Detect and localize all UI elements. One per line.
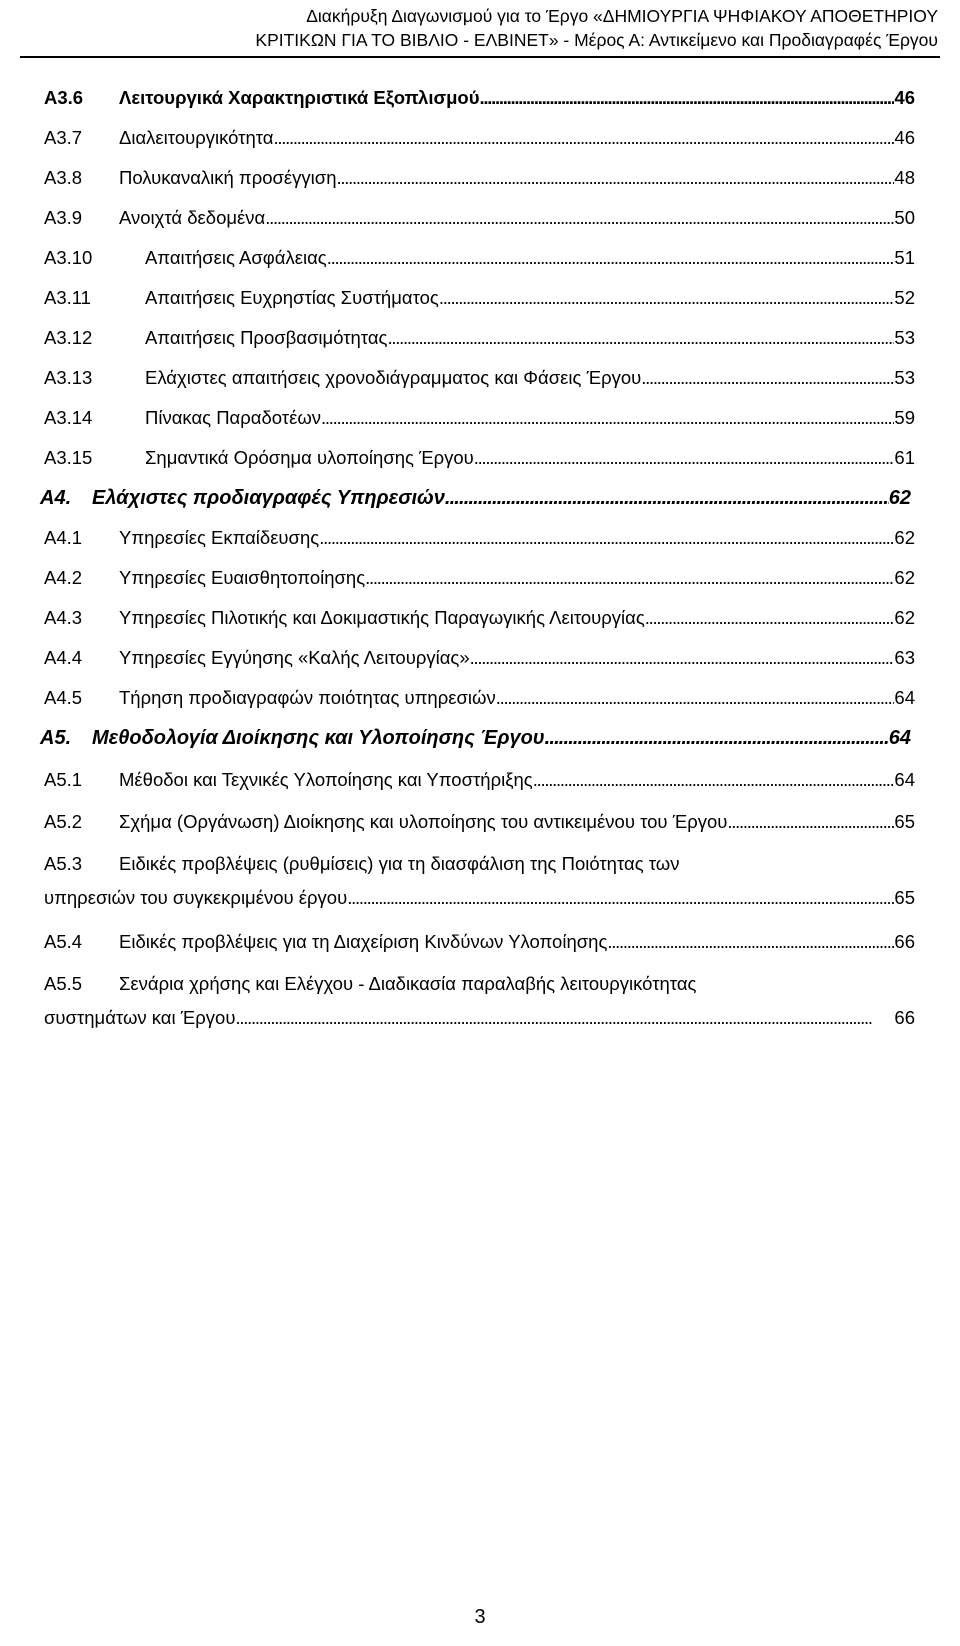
toc-page: 51 <box>894 247 915 268</box>
toc-title: Πολυκαναλική προσέγγιση <box>119 167 337 188</box>
toc-title: Μεθοδολογία Διοίκησης και Υλοποίησης Έργου <box>92 727 545 749</box>
toc-leader <box>727 805 894 839</box>
header-rule <box>20 56 940 58</box>
header-line-2: ΚΡΙΤΙΚΩΝ ΓΙΑ ΤΟ ΒΙΒΛΙΟ - ΕΛΒΙΝΕΤ» - Μέρος Α: Αντικείμενο και Προδιαγραφές Έργου <box>255 30 938 50</box>
toc-title: Υπηρεσίες Εκπαίδευσης <box>119 527 320 548</box>
toc-number: A5.3 <box>44 853 83 874</box>
toc-leader <box>439 281 895 315</box>
toc-entry[interactable] <box>44 441 915 475</box>
toc-page: 65 <box>894 887 915 908</box>
toc-title: Τήρηση προδιαγραφών ποιότητας υπηρεσιών <box>119 687 496 708</box>
toc-entry[interactable] <box>44 681 915 715</box>
toc-title-line-1: Σενάρια χρήσης και Ελέγχου - Διαδικασία παραλαβής λειτουργικότητας <box>119 973 697 994</box>
toc-entry[interactable] <box>44 847 915 915</box>
toc-entry[interactable] <box>44 601 915 635</box>
toc-leader <box>274 121 895 155</box>
toc-page: 53 <box>894 327 915 348</box>
toc-number: A3.9 <box>44 207 83 228</box>
toc-title: Υπηρεσίες Εγγύησης «Καλής Λειτουργίας» <box>119 647 470 668</box>
toc-page: 52 <box>894 287 915 308</box>
toc-entry[interactable] <box>44 763 915 797</box>
toc-number: A5.4 <box>44 931 83 952</box>
toc-title: Ελάχιστες προδιαγραφές Υπηρεσιών <box>92 487 445 509</box>
toc-entry[interactable] <box>44 321 915 355</box>
toc-title: Ειδικές προβλέψεις για τη Διαχείριση Κινδύνων Υλοποίησης <box>119 931 608 952</box>
toc-number: A4.1 <box>44 527 83 548</box>
toc-page: 62 <box>888 487 911 509</box>
toc-title: Ελάχιστες απαιτήσεις χρονοδιάγραμματος και Φάσεις Έργου <box>145 367 642 388</box>
toc-number: A3.12 <box>44 327 93 348</box>
toc-leader <box>321 401 894 435</box>
document-header <box>255 4 938 52</box>
toc-leader <box>445 481 889 515</box>
toc-title: Σημαντικά Ορόσημα υλοποίησης Έργου <box>145 447 474 468</box>
toc-title: Διαλειτουργικότητα <box>119 127 274 148</box>
toc-leader <box>470 641 895 675</box>
toc-page: 66 <box>894 1007 915 1028</box>
toc-leader <box>496 681 895 715</box>
toc-page: 53 <box>894 367 915 388</box>
toc-number: A3.10 <box>44 247 93 268</box>
toc-title-line-1: Ειδικές προβλέψεις (ρυθμίσεις) για τη διασφάλιση της Ποιότητας των <box>119 853 680 874</box>
toc-leader <box>641 361 894 395</box>
toc-page: 62 <box>894 607 915 628</box>
toc-title-line-2: συστημάτων και Έργου <box>44 1007 236 1028</box>
toc-number: A3.14 <box>44 407 93 428</box>
toc-page: 48 <box>894 167 915 188</box>
toc-entry[interactable] <box>44 281 915 315</box>
toc-title: Απαιτήσεις Ασφάλειας <box>145 247 327 268</box>
toc-entry[interactable] <box>44 241 915 275</box>
toc-page: 65 <box>894 811 915 832</box>
toc-entry[interactable] <box>44 361 915 395</box>
toc-page: 64 <box>894 687 915 708</box>
toc-number: A5.1 <box>44 769 83 790</box>
toc-page: 66 <box>894 931 915 952</box>
toc-page: 62 <box>894 527 915 548</box>
page-number: 3 <box>474 1606 486 1628</box>
toc-page: 61 <box>894 447 915 468</box>
toc-leader <box>347 881 894 915</box>
toc-leader <box>387 321 894 355</box>
toc-leader <box>607 925 894 959</box>
toc-entry[interactable] <box>44 521 915 555</box>
toc-page: 46 <box>894 87 915 108</box>
toc-number: A4.2 <box>44 567 83 588</box>
toc-title-line-2: υπηρεσιών του συγκεκριμένου έργου <box>44 887 348 908</box>
toc-entry[interactable] <box>44 641 915 675</box>
toc-entry[interactable] <box>44 201 915 235</box>
toc-entry[interactable] <box>44 161 915 195</box>
toc-entry[interactable] <box>44 967 915 1035</box>
toc-page: 46 <box>894 127 915 148</box>
header-line-1: Διακήρυξη Διαγωνισμού για το Έργο «ΔΗΜΙΟΥΡΓΙΑ ΨΗΦΙΑΚΟΥ ΑΠΟΘΕΤΗΡΙΟΥ <box>306 6 938 26</box>
toc-leader <box>235 1001 894 1035</box>
toc-entry[interactable] <box>44 805 915 839</box>
toc-number: A5. <box>40 727 72 749</box>
toc-leader <box>327 241 895 275</box>
toc-title: Ανοιχτά δεδομένα <box>119 207 266 228</box>
toc-leader <box>365 561 894 595</box>
toc-number: A5.2 <box>44 811 83 832</box>
toc-section-heading[interactable] <box>40 721 911 755</box>
toc-page: 62 <box>894 567 915 588</box>
toc-page: 50 <box>894 207 915 228</box>
toc-leader <box>265 201 894 235</box>
toc-leader <box>474 441 895 475</box>
toc-page: 64 <box>888 727 911 749</box>
toc-entry[interactable] <box>44 561 915 595</box>
toc-entry[interactable] <box>44 81 915 115</box>
toc-number: A3.11 <box>44 287 91 308</box>
toc-entry[interactable] <box>44 925 915 959</box>
toc-leader <box>545 721 889 755</box>
toc-title: Λειτουργικά Χαρακτηριστικά Εξοπλισμού <box>119 87 480 108</box>
toc-number: A4. <box>40 487 72 509</box>
toc-title: Υπηρεσίες Πιλοτικής και Δοκιμαστικής Παραγωγικής Λειτουργίας <box>119 607 645 628</box>
toc-entry[interactable] <box>44 121 915 155</box>
toc-title: Απαιτήσεις Προσβασιμότητας <box>145 327 388 348</box>
toc-number: A3.15 <box>44 447 93 468</box>
toc-title: Πίνακας Παραδοτέων <box>145 407 322 428</box>
toc-number: A4.3 <box>44 607 83 628</box>
toc-number: A3.8 <box>44 167 83 188</box>
toc-leader <box>319 521 894 555</box>
toc-title: Απαιτήσεις Ευχρηστίας Συστήματος <box>145 287 439 308</box>
toc-number: A3.6 <box>44 87 84 108</box>
toc-section-heading[interactable] <box>40 481 911 515</box>
toc-entry[interactable] <box>44 401 915 435</box>
toc-leader <box>480 81 895 115</box>
toc-leader <box>645 601 895 635</box>
toc-leader <box>336 161 894 195</box>
toc-page: 59 <box>894 407 915 428</box>
toc-number: A3.7 <box>44 127 83 148</box>
toc-number: A4.5 <box>44 687 83 708</box>
toc-title: Σχήμα (Οργάνωση) Διοίκησης και υλοποίησης του αντικειμένου του Έργου <box>119 811 728 832</box>
toc-number: A4.4 <box>44 647 83 668</box>
toc-leader <box>533 763 895 797</box>
toc-number: A3.13 <box>44 367 93 388</box>
toc-number: A5.5 <box>44 973 83 994</box>
toc-page: 64 <box>894 769 915 790</box>
toc-title: Υπηρεσίες Ευαισθητοποίησης <box>119 567 366 588</box>
toc-title: Μέθοδοι και Τεχνικές Υλοποίησης και Υποστήριξης <box>119 769 533 790</box>
toc-page: 63 <box>894 647 915 668</box>
